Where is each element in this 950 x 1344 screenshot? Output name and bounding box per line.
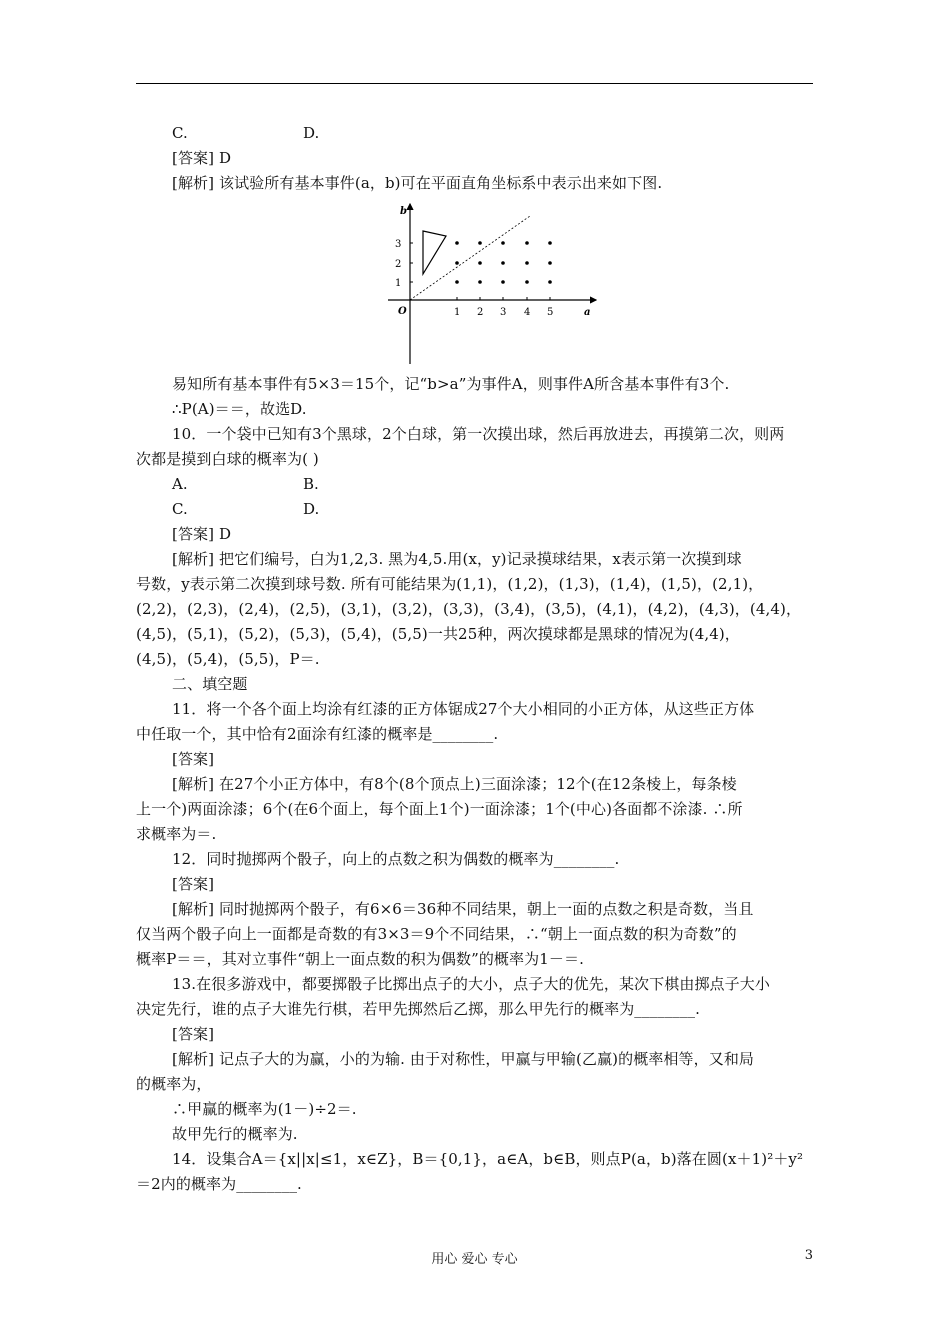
q12-stem: 12．同时抛掷两个骰子，向上的点数之积为偶数的概率为________. [172,850,620,868]
q11-stem: 11．将一个各个面上均涂有红漆的正方体锯成27个大小相同的小正方体，从这些正方体 [172,700,755,718]
q10-analysis: [解析] 把它们编号，白为1,2,3. 黑为4,5.用(x，y)记录摸球结果，x表示第一次摸到球 [172,550,742,568]
x-tick-label: 4 [524,307,531,318]
footer-text: 用心 爱心 专心 [431,1252,518,1267]
dashed-line-b-equals-a [410,216,530,300]
x-tick-label: 2 [477,307,484,318]
q9-option-d: D. [303,124,320,142]
q10-answer: [答案] D [172,525,232,543]
q12-line: 概率P＝＝，其对立事件“朝上一面点数的积为偶数”的概率为1－＝. [136,950,584,968]
q11-line: 求概率为＝. [136,825,217,843]
q9-analysis: [解析] 该试验所有基本事件(a，b)可在平面直角坐标系中表示出来如下图. [172,174,663,192]
section-heading: 二、填空题 [172,675,248,693]
q13-line: 的概率为， [136,1075,212,1093]
origin-label: O [398,306,407,317]
page-number: 3 [804,1248,813,1263]
q10-option-c: C. [172,500,188,518]
q10-line: (4,5)，(5,1)，(5,2)，(5,3)，(5,4)，(5,5)一共25种，两次摸球都是黑球的情况为(4,4)， [136,625,740,643]
q12-analysis: [解析] 同时抛掷两个骰子，有6×6＝36种不同结果，朝上一面的点数之积是奇数，当且 [172,900,754,918]
q10-line: (2,2)，(2,3)，(2,4)，(2,5)，(3,1)，(3,2)，(3,3)，(3,4)，(3,5)，(4,1)，(4,2)，(4,3)，(4,4)， [136,600,802,618]
q10-line: 号数，y表示第二次摸到球号数. 所有可能结果为(1,1)，(1,2)，(1,3)，(1,4)，(1,5)，(2,1)， [136,575,764,593]
q9-line: ∴P(A)＝＝，故选D. [172,400,307,418]
q10-option-a: A. [172,475,188,493]
q11-line: 上一个)两面涂漆；6个(在6个面上，每个面上1个)一面涂漆；1个(中心)各面都不涂漆. ∴所 [136,800,743,818]
q9-answer: [答案] D [172,149,232,167]
q13-stem: 决定先行，谁的点子大谁先行棋，若甲先掷然后乙掷，那么甲先行的概率为________. [136,1000,700,1018]
q9-option-c: C. [172,124,188,142]
q13-answer: [答案] [172,1025,215,1043]
q11-analysis: [解析] 在27个小正方体中，有8个(8个顶点上)三面涂漆；12个(在12条棱上，每条棱 [172,775,737,793]
q10-option-d: D. [303,500,320,518]
q13-line: 故甲先行的概率为. [172,1125,298,1143]
x-tick-label: 3 [500,307,507,318]
header-rule [136,83,813,84]
y-tick-label: 1 [395,278,402,289]
q9-line: 易知所有基本事件有5×3＝15个，记“b>a”为事件A，则事件A所含基本事件有3个. [172,375,730,393]
q10-stem: 10．一个袋中已知有3个黑球，2个白球，第一次摸出球，然后再放进去，再摸第二次，则两 [172,425,785,443]
q14-stem: ＝2内的概率为________. [136,1175,302,1193]
triangle-region [423,231,446,274]
page-footer [136,1248,813,1272]
x-axis-label: a [584,307,591,318]
x-tick-label: 1 [454,307,461,318]
q13-line: ∴甲赢的概率为(1－)÷2＝. [172,1100,357,1118]
x-tick-label: 5 [547,307,554,318]
y-axis-label: b [400,206,407,217]
q12-line: 仅当两个骰子向上一面都是奇数的有3×3＝9个不同结果，∴“朝上一面点数的积为奇数”的 [136,925,737,943]
y-tick-label: 2 [395,259,402,270]
q12-answer: [答案] [172,875,215,893]
q13-stem: 13.在很多游戏中，都要掷骰子比掷出点子的大小，点子大的优先，某次下棋由掷点子大小 [172,975,770,993]
q11-stem: 中任取一个，其中恰有2面涂有红漆的概率是________. [136,725,499,743]
q13-analysis: [解析] 记点子大的为赢，小的为输. 由于对称性，甲赢与甲输(乙赢)的概率相等，又和局 [172,1050,755,1068]
lattice-points [455,241,552,284]
q10-line: (4,5)，(5,4)，(5,5)，P＝. [136,650,320,668]
q10-option-b: B. [303,475,319,493]
y-tick-label: 3 [395,239,402,250]
q10-stem: 次都是摸到白球的概率为( ) [136,450,319,468]
q11-answer: [答案] [172,750,215,768]
q14-stem: 14．设集合A＝{x||x|≤1，x∈Z}，B＝{0,1}，a∈A，b∈B，则点P(a，b)落在圆(x＋1)²＋y² [172,1150,804,1168]
coordinate-figure [380,198,602,366]
